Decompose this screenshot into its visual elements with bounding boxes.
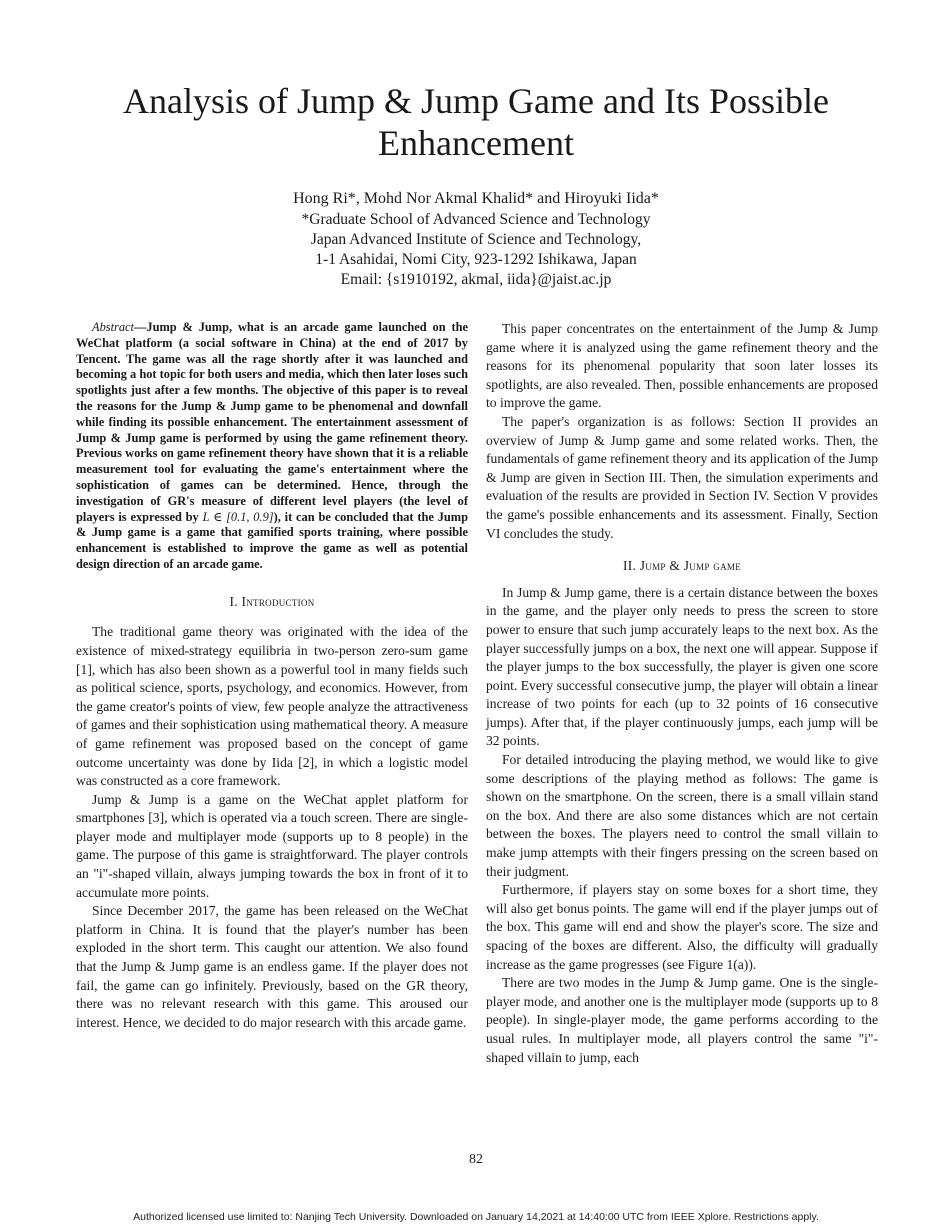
game-paragraph-4: There are two modes in the Jump & Jump game. One is the single-player mode, and another one is the multiplayer mode (supports up to 8 people). In single-player mode, the game performs according to the usual rules. In multiplayer mode, all players control the same "i"-shaped villain to jump, each — [486, 975, 878, 1065]
game-paragraph-2: For detailed introducing the playing method, we would like to give some descriptions of the playing method as follows: The game is shown on the smartphone. On the screen, there is a small villain stand on the box. And there are also some distances which are not certain between the boxes. The players need to control the small villain to make jump attempts with their fingers pressing on the screen based on their judgment. — [486, 752, 878, 879]
abstract-label: Abstract — [92, 320, 134, 334]
affiliation-school: *Graduate School of Advanced Science and Technology — [301, 211, 651, 228]
page-number: 82 — [469, 1152, 483, 1167]
affiliation-institute: Japan Advanced Institute of Science and Technology, — [310, 231, 642, 248]
abstract — [76, 320, 468, 573]
game-paragraph-1: In Jump & Jump game, there is a certain distance between the boxes in the game, and the player only needs to press the screen to store power to ensure that such jump accurately leaps to the next box. As the player successfully jumps on a box, the next one will appear. Suppose if the player jumps to the box successfully, the player is given one score point. Every successful consecutive jump, the player will obtain a linear increase of two points for each (up to 32 points of 16 consecutive jumps). After that, if the player continuously jumps, each jump will be 32 points. — [486, 584, 878, 749]
left-column — [76, 320, 468, 1032]
intro-paragraph-3: Since December 2017, the game has been released on the WeChat platform in China. It is found that the player's number has been exploded in the short term. This caught our attention. We also found that the Jump & Jump game is an endless game. If the player does not fail, the game can go infinitely. Previously, based on the GR theory, there was no relevant research with this game. This aroused our interest. Hence, we decided to do major research with this arcade game. — [76, 903, 468, 1030]
intro-paragraph-1: The traditional game theory was originated with the idea of the existence of mixed-strategy equilibria in two-person zero-sum game [1], which has also been shown as a powerful tool in many fields such as political science, sports, psychology, and economics. However, from the game creator's points of view, few people analyze the attractiveness of games and their sophistication using mathematical theory. A measure of game refinement was proposed based on the concept of game outcome uncertainty was done by Iida [2], in which a logistic model was constructed as a core framework. — [76, 624, 468, 789]
right-column — [486, 320, 878, 1067]
author-names: Hong Ri*, Mohd Nor Akmal Khalid* and Hiroyuki Iida* — [293, 190, 659, 207]
author-email: Email: {s1910192, akmal, iida}@jaist.ac.jp — [340, 271, 612, 288]
section-heading-introduction: I. Introduction — [229, 593, 315, 609]
intro-paragraph-5: The paper's organization is as follows: Section II provides an overview of Jump & Jump game and some related works. Then, the fundamentals of game refinement theory and its application of the Jump & Jump are given in Section III. Then, the simulation experiments and evaluation of the results are provided in Section IV. Section V provides the game's possible enhancements and its assessment. Finally, Section VI concludes the study. — [486, 413, 878, 541]
license-footer: Authorized licensed use limited to: Nanjing Tech University. Downloaded on January 14,2021 at 14:40:00 UTC from IEEE Xplore. Restrictions apply. — [133, 1211, 819, 1223]
author-block — [100, 188, 852, 290]
affiliation-address: 1-1 Asahidai, Nomi City, 923-1292 Ishikawa, Japan — [315, 251, 637, 268]
abstract-text-part-2: ), it can be concluded that the Jump & Jump game is a game that gamified sports training, where possible enhancement is established to improve the game as well as potential design direction of an arcade game. — [76, 509, 469, 571]
game-paragraph-3: Furthermore, if players stay on some boxes for a short time, they will also get bonus points. The game will end if the player jumps out of the box. This game will end and show the player's score. The size and spacing of the boxes are different. Also, the difficulty will gradually increase as the game progresses (see Figure 1(a)). — [486, 882, 878, 972]
section-heading-jump-game: II. Jump & Jump game — [622, 558, 741, 574]
intro-paragraph-4: This paper concentrates on the entertainment of the Jump & Jump game where it is analyzed using the game refinement theory and the reasons for its phenomenal popularity that soon later losses its spotlights, are also revealed. Then, possible enhancements are proposed to improve the game. — [486, 321, 878, 411]
abstract-text-part-1: —Jump & Jump, what is an arcade game launched on the WeChat platform (a social software in China) at the end of 2017 by Tencent. The game was all the rage shortly after it was launched and becoming a hot topic for both users and media, which then later loses such spotlights just after a few months. The objective of this paper is to reveal the reasons for the Jump & Jump game to be phenomenal and downfall while finding its possible enhancement. The entertainment assessment of Jump & Jump game is performed by using the game refinement theory. Previous works on game refinement theory have shown that it is a reliable measurement tool for evaluating the game's entertainment where the sophistication of games can be determined. Hence, through the investigation of GR's measure of different level players (the level of players is expressed by — [76, 320, 468, 524]
intro-paragraph-2: Jump & Jump is a game on the WeChat applet platform for smartphones [3], which is operated via a touch screen. There are single-player mode and multiplayer mode (supports up to 8 people) in the game. The purpose of this game is straightforward. The player controls an "i"-shaped villain, always jumping towards the box in front of it to accumulate more points. — [76, 791, 468, 900]
paper-title: Analysis of Jump & Jump Game and Its Possible Enhancement — [123, 81, 829, 163]
abstract-math-level-range: L ∈ [0.1, 0.9] — [202, 509, 274, 524]
